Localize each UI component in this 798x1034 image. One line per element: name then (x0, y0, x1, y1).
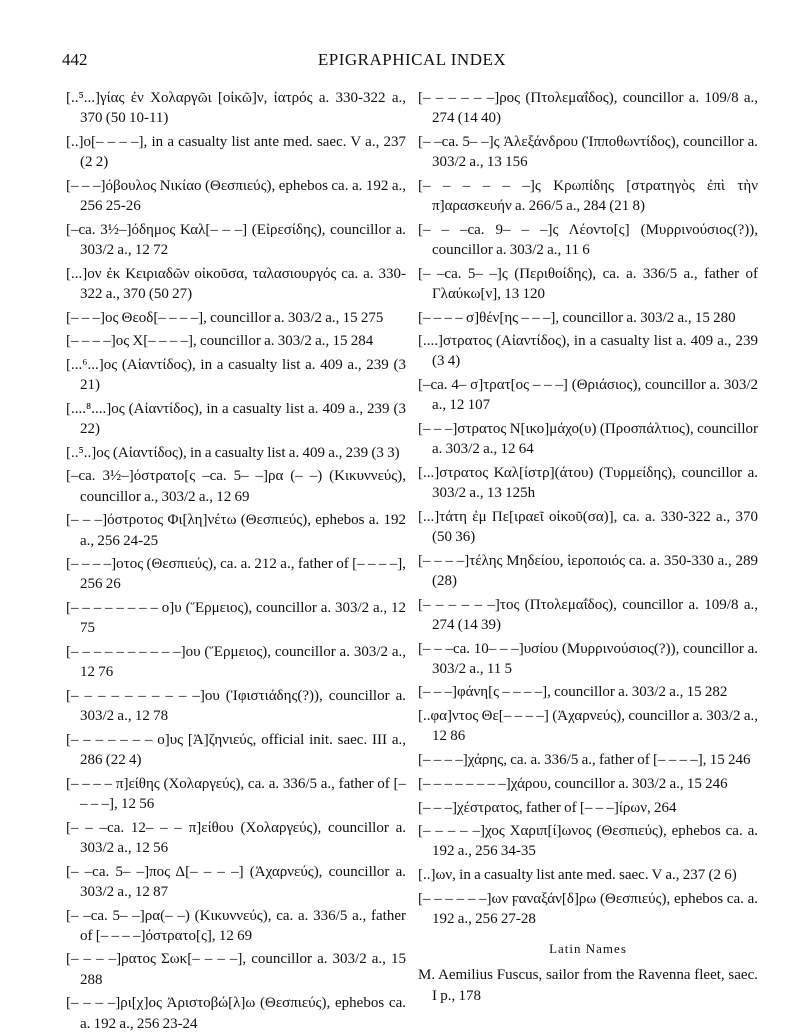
index-entry: [– – – – – –]ων ϝαναξάν[δ]ρω (Θεσπιεύς), ephebos ca. a. 192 a., 256 27-28 (418, 890, 758, 928)
index-entry: [– – – – – – – – – –]ου (Ἰφιστιάδης(?)), councillor a. 303/2 a., 12 78 (66, 687, 406, 725)
running-title: EPIGRAPHICAL INDEX (317, 50, 507, 69)
index-entry: [..⁵..]ος (Αἰαντίδος), in a casualty list a. 409 a., 239 (3 3) (66, 444, 400, 461)
index-entry: [– – – –]οτος (Θεσπιεύς), ca. a. 212 a., father of [– – – –], 256 26 (66, 556, 406, 593)
index-entry: [– – – – – –]ς Κρωπίδης [στρατηγὸς ἐπὶ τὴν π]αρασκευήν a. 266/5 a., 284 (21 8) (418, 177, 758, 215)
index-entry: M. Aemilius Fuscus, sailor from the Ravenna fleet, saec. I p., 178 (418, 967, 758, 1004)
index-entry: [– – – – – – – –]χάρου, councillor a. 303/2 a., 15 246 (418, 775, 728, 792)
index-entry: [..]ων, in a casualty list ante med. saec. V a., 237 (2 6) (418, 867, 737, 884)
index-entry: [– – –ca. 12– – – π]είθου (Χολαργεύς), councillor a. 303/2 a., 12 56 (66, 819, 406, 856)
index-entry: [...]τάτη ἐμ Πε[ιραεῖ οἰκοῦ(σα)], ca. a. 330-322 a., 370 (50 36) (418, 508, 758, 546)
greek-names-right (418, 88, 758, 929)
index-entry: [....⁸....]ος (Αἰαντίδος), in a casualty list a. 409 a., 239 (3 22) (66, 400, 406, 438)
index-entry: [– – – – –]χος Χαριπ[ί]ωνος (Θεσπιεύς), ephebos ca. a. 192 a., 256 34-35 (418, 823, 758, 860)
index-entry: [– – – – – –]ρος (Πτολεμαΐδος), councillor a. 109/8 a., 274 (14 40) (418, 90, 758, 127)
index-entry: [..⁵...]γίας ἐν Χολαργῶι [οἰκῶ]ν, ἰατρός a. 330-322 a., 370 (50 10-11) (66, 90, 406, 127)
index-entry: [– –ca. 5– –]ρα(– –) (Κικυννεύς), ca. a. 336/5 a., father of [– – – –]όστρατο[ς], 12 69 (66, 907, 406, 944)
index-entry: [..φα]ντος Θε[– – – –] (Ἀχαρνεύς), councillor a. 303/2 a., 12 86 (418, 708, 758, 745)
index-entry: [–ca. 3½–]όδημος Καλ[– – –] (Εἰρεσίδης), councillor a. 303/2 a., 12 72 (66, 221, 406, 258)
latin-names-list (418, 965, 758, 1005)
index-entry: [...]στρατος Καλ[ίστρ](άτου) (Τυρμείδης), councillor a. 303/2 a., 13 125h (418, 464, 758, 502)
index-column-right (418, 88, 758, 1006)
index-entry: [– –ca. 5– –]ς (Περιθοίδης), ca. a. 336/5 a., father of Γλαύκω[ν], 13 120 (418, 265, 758, 302)
index-entry: [...]ον ἐκ Κειριαδῶν οἰκοῦσα, ταλασιουργός ca. a. 330-322 a., 370 (50 27) (66, 265, 406, 302)
index-entry: [– – – – π]είθης (Χολαργεύς), ca. a. 336/5 a., father of [– – – –], 12 56 (66, 775, 406, 812)
latin-names-heading: Latin Names (549, 941, 627, 957)
index-entry: [– –ca. 5– –]πος Δ[– – – –] (Ἀχαρνεύς), councillor a. 303/2 a., 12 87 (66, 863, 406, 900)
index-entry: [– – – – – –]τος (Πτολεμαΐδος), councillor a. 109/8 a., 274 (14 39) (418, 596, 758, 633)
index-entry: [– – – – σ]θέν[ης – – –], councillor a. 303/2 a., 15 280 (418, 309, 736, 326)
index-entry: [– – – – – – – ο]υς [Ἀ]ζηνιεύς, official init. saec. III a., 286 (22 4) (66, 731, 406, 769)
index-entry: [...⁶...]ος (Αἰαντίδος), in a casualty list a. 409 a., 239 (3 21) (66, 356, 406, 394)
index-entry: [– – – – – – – – – –]ου (Ἕρμειος), councillor a. 303/2 a., 12 76 (66, 644, 406, 681)
index-entry: [– – – – – – – – ο]υ (Ἕρμειος), councillor a. 303/2 a., 12 75 (66, 600, 406, 637)
index-entry: [– – – –]ος Χ[– – – –], councillor a. 303/2 a., 15 284 (66, 333, 374, 350)
index-entry: [– – –ca. 10– – –]υσίου (Μυρρινούσιος(?)), councillor a. 303/2 a., 11 5 (418, 640, 758, 677)
index-entry: [– – –ca. 9– – –]ς Λέοντο[ς] (Μυρρινούσιος(?)), councillor a. 303/2 a., 11 6 (418, 221, 758, 258)
index-entry: [....]στρατος (Αἰαντίδος), in a casualty list a. 409 a., 239 (3 4) (418, 333, 758, 370)
page-number: 442 (62, 50, 88, 69)
index-entry: [– – – –]ρατος Σωκ[– – – –], councillor a. 303/2 a., 15 288 (66, 951, 406, 988)
page-header (62, 50, 762, 74)
index-entry: [– – – –]χάρης, ca. a. 336/5 a., father of [– – – –], 15 246 (418, 752, 751, 769)
index-column-left (66, 88, 406, 1034)
index-entry: [– – – –]τέλης Μηδείου, ἱεροποιός ca. a. 350-330 a., 289 (28) (418, 552, 758, 589)
index-entry: [– – –]όβουλος Νικίαο (Θεσπιεύς), ephebos ca. a. 192 a., 256 25-26 (66, 177, 406, 215)
index-entry: [–ca. 3½–]όστρατο[ς –ca. 5– –]ρα (– –) (Κικυννεύς), councillor a., 303/2 a., 12 69 (66, 468, 406, 505)
index-entry: [–ca. 4– σ]τρατ[ος – – –] (Θριάσιος), councillor a. 303/2 a., 12 107 (418, 377, 758, 414)
index-entry: [– – –]όστροτος Φι[λη]νέτω (Θεσπιεύς), ephebos a. 192 a., 256 24-25 (66, 512, 406, 549)
index-entry: [– – –]ος Θεοδ[– – – –], councillor a. 303/2 a., 15 275 (66, 309, 384, 326)
index-entry: [– –ca. 5– –]ς Ἀλεξάνδρου (Ἱπποθωντίδος), councillor a. 303/2 a., 13 156 (418, 133, 758, 171)
index-entry: [– – –]χέστρατος, father of [– – –]ίρων, 264 (418, 799, 677, 816)
index-entry: [..]ο[– – – –], in a casualty list ante med. saec. V a., 237 (2 2) (66, 133, 406, 171)
index-entry: [– – –]φάνη[ς – – – –], councillor a. 303/2 a., 15 282 (418, 684, 728, 701)
index-entry: [– – –]στρατος Ν[ικο]μάχο(υ) (Προσπάλτιος), councillor a. 303/2 a., 12 64 (418, 421, 758, 458)
index-entry: [– – – –]ρι[χ]ος Ἀριστοβώ[λ]ω (Θεσπιεύς), ephebos ca. a. 192 a., 256 23-24 (66, 995, 406, 1032)
